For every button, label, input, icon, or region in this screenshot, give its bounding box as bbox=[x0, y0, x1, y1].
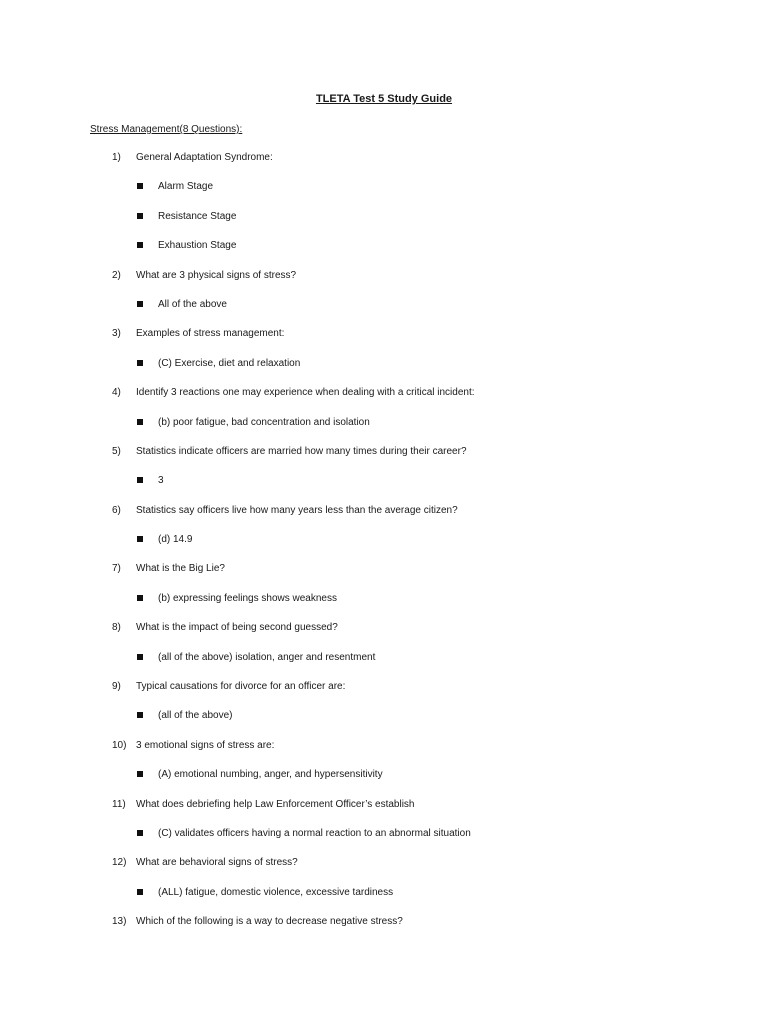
answer-text: (C) validates officers having a normal reaction to an abnormal situation bbox=[158, 827, 471, 839]
answer-item bbox=[0, 210, 768, 239]
square-bullet-icon bbox=[137, 536, 143, 542]
answer-item bbox=[0, 592, 768, 621]
question-number: 5) bbox=[112, 445, 121, 457]
question-item bbox=[0, 621, 768, 650]
answer-text: All of the above bbox=[158, 298, 227, 310]
question-text: What are behavioral signs of stress? bbox=[136, 857, 298, 869]
question-item bbox=[0, 798, 768, 827]
answer-item bbox=[0, 709, 768, 738]
square-bullet-icon bbox=[137, 242, 143, 248]
square-bullet-icon bbox=[137, 889, 143, 895]
question-text: Statistics say officers live how many years less than the average citizen? bbox=[136, 504, 458, 516]
square-bullet-icon bbox=[137, 771, 143, 777]
question-number: 12) bbox=[112, 857, 127, 869]
square-bullet-icon bbox=[137, 595, 143, 601]
answer-text: (b) poor fatigue, bad concentration and isolation bbox=[158, 416, 370, 428]
question-number: 9) bbox=[112, 681, 121, 693]
answer-item bbox=[0, 827, 768, 856]
square-bullet-icon bbox=[137, 654, 143, 660]
question-number: 4) bbox=[112, 387, 121, 399]
answer-item bbox=[0, 298, 768, 327]
answer-text: 3 bbox=[158, 475, 164, 487]
answer-item bbox=[0, 180, 768, 209]
answer-text: (A) emotional numbing, anger, and hypersensitivity bbox=[158, 769, 383, 781]
answer-text: (C) Exercise, diet and relaxation bbox=[158, 357, 301, 369]
square-bullet-icon bbox=[137, 360, 143, 366]
answer-item bbox=[0, 768, 768, 797]
question-number: 13) bbox=[112, 916, 127, 928]
answer-text: Alarm Stage bbox=[158, 181, 214, 193]
question-text: Typical causations for divorce for an officer are: bbox=[136, 681, 346, 693]
question-text: 3 emotional signs of stress are: bbox=[136, 739, 275, 751]
question-text: What is the impact of being second guessed? bbox=[136, 622, 338, 634]
question-list bbox=[0, 151, 768, 945]
answer-item bbox=[0, 533, 768, 562]
question-text: General Adaptation Syndrome: bbox=[136, 152, 273, 163]
square-bullet-icon bbox=[137, 183, 143, 189]
question-item bbox=[0, 739, 768, 768]
answer-text: Resistance Stage bbox=[158, 210, 237, 222]
question-number: 3) bbox=[112, 328, 121, 340]
question-item bbox=[0, 269, 768, 298]
question-item bbox=[0, 151, 768, 180]
question-text: What is the Big Lie? bbox=[136, 563, 225, 575]
question-number: 6) bbox=[112, 504, 121, 516]
square-bullet-icon bbox=[137, 477, 143, 483]
question-item bbox=[0, 562, 768, 591]
question-item bbox=[0, 680, 768, 709]
question-text: Statistics indicate officers are married how many times during their career? bbox=[136, 445, 467, 457]
question-item bbox=[0, 327, 768, 356]
answer-item bbox=[0, 357, 768, 386]
question-text: What are 3 physical signs of stress? bbox=[136, 269, 297, 281]
question-item bbox=[0, 856, 768, 885]
question-number: 10) bbox=[112, 739, 127, 751]
question-item bbox=[0, 386, 768, 415]
answer-item bbox=[0, 651, 768, 680]
square-bullet-icon bbox=[137, 301, 143, 307]
square-bullet-icon bbox=[137, 419, 143, 425]
question-text: Identify 3 reactions one may experience when dealing with a critical incident: bbox=[136, 387, 475, 399]
question-number: 11) bbox=[112, 798, 126, 810]
answer-text: (all of the above) isolation, anger and resentment bbox=[158, 651, 376, 663]
section-heading: Stress Management(8 Questions): bbox=[90, 124, 243, 135]
answer-item bbox=[0, 239, 768, 268]
answer-text: (b) expressing feelings shows weakness bbox=[158, 592, 337, 604]
question-number: 8) bbox=[112, 622, 121, 634]
document-title: TLETA Test 5 Study Guide bbox=[315, 93, 453, 105]
question-text: What does debriefing help Law Enforcement Officer’s establish bbox=[136, 798, 415, 810]
answer-text: (ALL) fatigue, domestic violence, excessive tardiness bbox=[158, 886, 394, 898]
square-bullet-icon bbox=[137, 213, 143, 219]
square-bullet-icon bbox=[137, 830, 143, 836]
question-item bbox=[0, 504, 768, 533]
question-number: 2) bbox=[112, 269, 121, 281]
question-number: 1) bbox=[112, 152, 121, 163]
answer-text: (d) 14.9 bbox=[158, 534, 193, 546]
question-item bbox=[0, 915, 768, 944]
question-number: 7) bbox=[112, 563, 121, 575]
question-item bbox=[0, 445, 768, 474]
question-text: Which of the following is a way to decrease negative stress? bbox=[136, 916, 403, 928]
square-bullet-icon bbox=[137, 712, 143, 718]
answer-item bbox=[0, 474, 768, 503]
answer-item bbox=[0, 886, 768, 915]
answer-item bbox=[0, 416, 768, 445]
question-text: Examples of stress management: bbox=[136, 328, 285, 340]
answer-text: Exhaustion Stage bbox=[158, 240, 237, 252]
answer-text: (all of the above) bbox=[158, 710, 233, 722]
